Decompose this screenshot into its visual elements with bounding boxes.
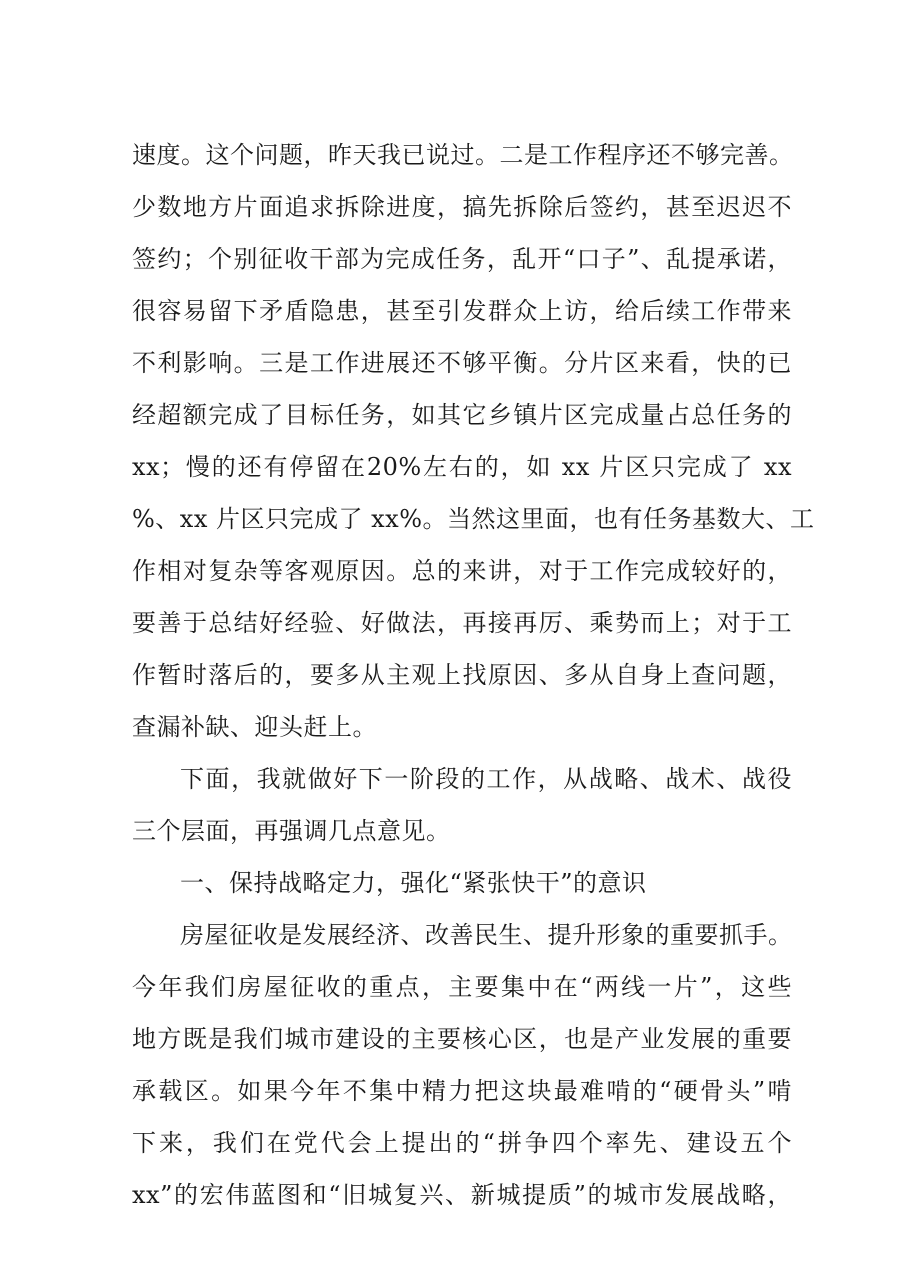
section-heading: 一、保持战略定力，强化“紧张快干”的意识 bbox=[180, 869, 647, 897]
paragraph-1-line-4: 很容易留下矛盾隐患，甚至引发群众上访，给后续工作带来 bbox=[132, 297, 792, 325]
paragraph-1-line-7: xx；慢的还有停留在20%左右的，如 xx 片区只完成了 xx bbox=[132, 453, 792, 481]
paragraph-1-line-5: 不利影响。三是工作进展还不够平衡。分片区来看，快的已 bbox=[132, 349, 792, 377]
paragraph-1-line-3: 签约；个别征收干部为完成任务，乱开“口子”、乱提承诺， bbox=[132, 245, 792, 273]
paragraph-1-line-8: %、xx 片区只完成了 xx%。当然这里面，也有任务基数大、工 bbox=[132, 505, 815, 533]
paragraph-4-line-5: 下来，我们在党代会上提出的“拼争四个率先、建设五个 bbox=[132, 1129, 792, 1157]
paragraph-1-line-11: 作暂时落后的，要多从主观上找原因、多从自身上查问题， bbox=[132, 661, 792, 689]
paragraph-4-line-1: 房屋征收是发展经济、改善民生、提升形象的重要抓手。 bbox=[180, 921, 793, 949]
paragraph-1-line-1: 速度。这个问题，昨天我已说过。二是工作程序还不够完善。 bbox=[132, 141, 794, 169]
paragraph-2-line-1: 下面，我就做好下一阶段的工作，从战略、战术、战役 bbox=[180, 765, 792, 793]
paragraph-2-line-2: 三个层面，再强调几点意见。 bbox=[132, 817, 451, 845]
paragraph-1-line-2: 少数地方片面追求拆除进度，搞先拆除后签约，甚至迟迟不 bbox=[132, 193, 792, 221]
paragraph-4-line-4: 承载区。如果今年不集中精力把这块最难啃的“硬骨头”啃 bbox=[132, 1077, 792, 1105]
paragraph-1-line-12: 查漏补缺、迎头赶上。 bbox=[132, 713, 377, 741]
paragraph-4-line-3: 地方既是我们城市建设的主要核心区，也是产业发展的重要 bbox=[132, 1025, 792, 1053]
paragraph-4-line-6: xx”的宏伟蓝图和“旧城复兴、新城提质”的城市发展战略， bbox=[132, 1181, 792, 1209]
paragraph-1-line-6: 经超额完成了目标任务，如其它乡镇片区完成量占总任务的 bbox=[132, 401, 792, 429]
paragraph-1-line-10: 要善于总结好经验、好做法，再接再厉、乘势而上；对于工 bbox=[132, 609, 792, 637]
paragraph-1-line-9: 作相对复杂等客观原因。总的来讲，对于工作完成较好的， bbox=[132, 557, 792, 585]
paragraph-4-line-2: 今年我们房屋征收的重点，主要集中在“两线一片”，这些 bbox=[132, 973, 792, 1001]
